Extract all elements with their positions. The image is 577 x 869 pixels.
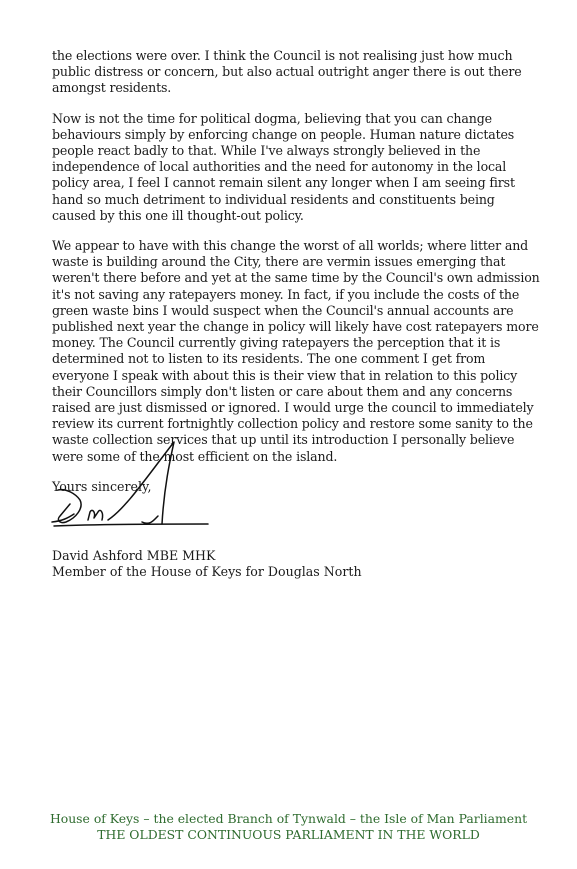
letter-paragraph-2: Now is not the time for political dogma, believing that you can change behaviours simply by enforcing change on people. Human nature dictates people react badly to that. While I've always strongly believed in the independence of local authorities and the need for autonomy in the local policy area, I feel I cannot remain silent any longer when I am seeing first hand so much detriment to individual residents and constituents being caused by this one ill thought-out policy. <box>52 110 515 223</box>
letter-body <box>52 48 542 495</box>
signature-block <box>52 548 362 581</box>
handwritten-signature <box>46 438 216 538</box>
footer-line-1: House of Keys – the elected Branch of Tynwald – the Isle of Man Parliament <box>49 811 528 826</box>
letter-paragraph-3: We appear to have with this change the worst of all worlds; where litter and waste is building around the City, there are vermin issues emerging that weren't there before and yet at the same time by the Council's own admission it's not saving any ratepayers money. In fact, if you include the costs of the green waste bins I would suspect when the Council's annual accounts are published next year the change in policy will likely have cost ratepayers more money. The Council currently giving ratepayers the perception that it is determined not to listen to its residents. The one comment I get from everyone I speak with about this is their view that in relation to this policy their Councillors simply don't listen or care about them and any concerns raised are just dismissed or ignored. I would urge the council to immediately review its current fortnightly collection policy and restore some sanity to the waste collection services that up until its introduction I personally believe were some of the most efficient on the island. <box>52 238 540 464</box>
signatory-title: Member of the House of Keys for Douglas North <box>52 564 362 580</box>
footer <box>0 811 577 842</box>
signatory-name: David Ashford MBE MHK <box>52 548 216 563</box>
letter-paragraph-1: the elections were over. I think the Council is not realising just how much public distress or concern, but also actual outright anger there is out there amongst residents. <box>52 48 522 96</box>
letter-closing: Yours sincerely, <box>52 478 152 494</box>
footer-line-2: THE OLDEST CONTINUOUS PARLIAMENT IN THE WORLD <box>97 826 480 842</box>
